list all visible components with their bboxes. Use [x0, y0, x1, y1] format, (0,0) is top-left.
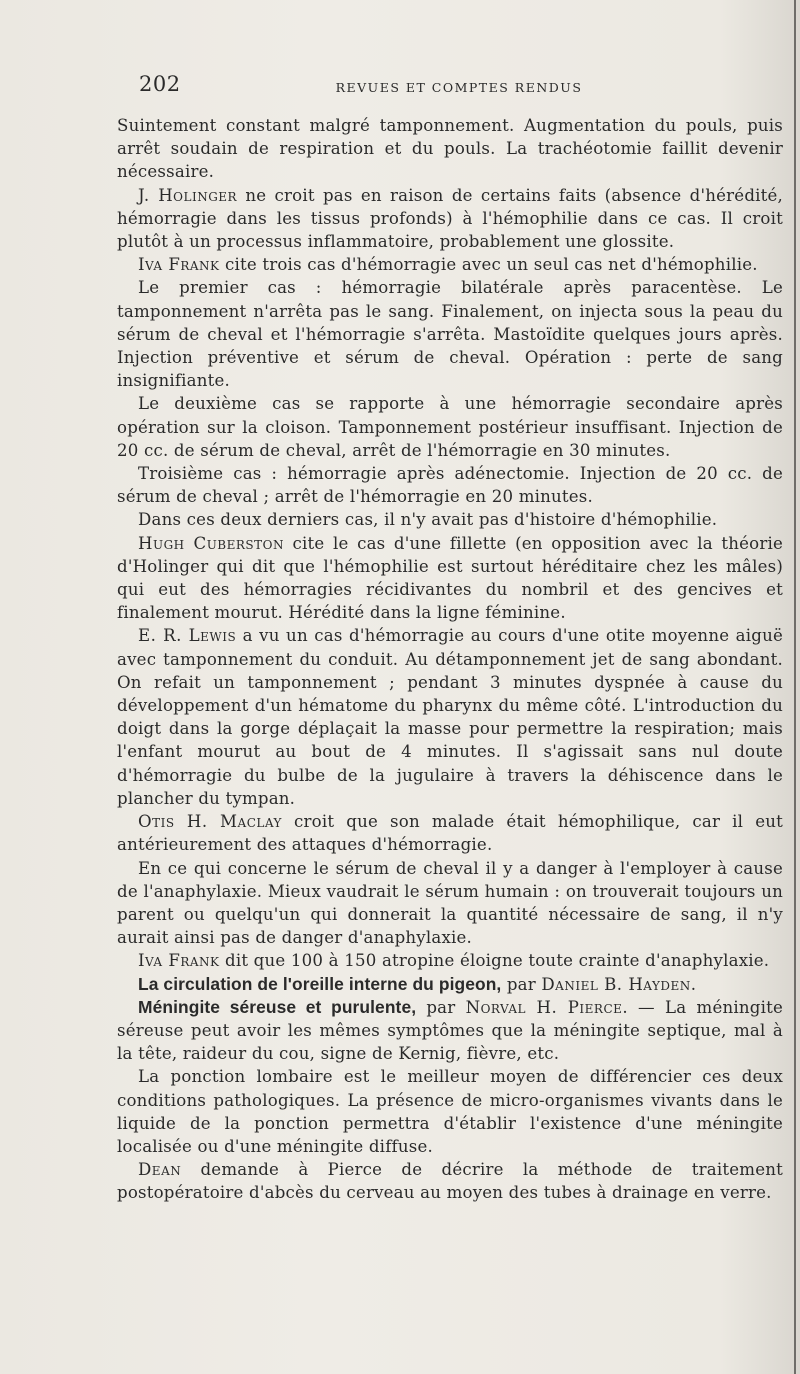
author-name: Iva Frank [138, 255, 220, 275]
paragraph-5: Le deuxième cas se rapporte à une hémorragie secondaire après opération sur la cloison. Tamponnement postérieur insuffisant. Injection de 20 cc. de sérum de cheval, arrêt de l'hémorragie en 30 minutes. [117, 394, 783, 460]
page-header [139, 72, 779, 102]
author-name: Norval H. Pierce [465, 997, 623, 1017]
article-heading: Méningite séreuse et purulente, [138, 996, 417, 1017]
paragraph-2: J. Holinger ne croit pas en raison de certains faits (absence d'hérédité, hémorragie dans les tissus profonds) à l'hémophilie dans ce cas. Il croit plutôt à un processus inflammatoire, probablement une glossite. [117, 185, 784, 252]
paragraph-7: Dans ces deux derniers cas, il n'y avait pas d'histoire d'hémophilie. [138, 510, 718, 530]
paragraph-16: Dean demande à Pierce de décrire la méthode de traitement postopératoire d'abcès du cerveau au moyen des tubes à drainage en verre. [117, 1160, 783, 1203]
section-heading-meningite: Méningite séreuse et purulente, par Norval H. Pierce. — La méningite séreuse peut avoir les mêmes symptômes que la méningite septique, mal à la tête, raideur du cou, signe de Kernig, fièvre, etc. [117, 996, 783, 1064]
paragraph-1: Suintement constant malgré tamponnement. Augmentation du pouls, puis arrêt soudain de respiration et du pouls. La trachéotomie faillit devenir nécessaire. [117, 116, 783, 182]
paragraph-3: Iva Frank cite trois cas d'hémorragie avec un seul cas net d'hémophilie. [138, 255, 758, 275]
section-heading-circulation: La circulation de l'oreille interne du pigeon, par Daniel B. Hayden. [138, 973, 697, 994]
paragraph-12: Iva Frank dit que 100 à 150 atropine éloigne toute crainte d'anaphylaxie. [138, 951, 770, 971]
paragraph-9: E. R. Lewis a vu un cas d'hémorragie au cours d'une otite moyenne aiguë avec tamponnement du conduit. Au détamponnement jet de sang abondant. On refait un tamponnement ; pendant 3 minutes dyspnée à cause du développement d'un hématome du pharynx du même côté. L'introduction du doigt dans la gorge déplaçait la masse pour permettre la respiration; mais l'enfant mourut au bout de 4 minutes. Il s'agissait sans nul doute d'hémorragie du bulbe de la jugulaire à travers la déhiscence dans le plancher du tympan. [117, 626, 783, 808]
running-title: REVUES ET COMPTES RENDUS [335, 80, 583, 95]
author-name: Daniel B. Hayden [541, 974, 691, 994]
author-name: J. Holinger [138, 185, 238, 205]
paragraph-10: Otis H. Maclay croit que son malade était hémophilique, car il eut antérieurement des attaques d'hémorragie. [117, 812, 783, 855]
page-edge-shadow [794, 0, 796, 1374]
paragraph-15: La ponction lombaire est le meilleur moyen de différencier ces deux conditions pathologiques. La présence de micro-organismes vivants dans le liquide de la ponction permettra d'établir l'existence d'une méningite localisée ou d'une méningite diffuse. [117, 1067, 783, 1156]
author-name: Dean [138, 1160, 182, 1180]
paragraph-8: Hugh Cuberston cite le cas d'une fillette (en opposition avec la théorie d'Holinger qui dit que l'hémophilie est surtout héréditaire chez les mâles) qui eut des hémorragies récidivantes du nombril et des gencives et finalement mourut. Hérédité dans la ligne féminine. [117, 533, 783, 623]
page-number: 202 [139, 72, 181, 96]
paragraph-6: Troisième cas : hémorragie après adénectomie. Injection de 20 cc. de sérum de cheval ; arrêt de l'hémorragie en 20 minutes. [117, 464, 783, 507]
article-body [117, 114, 783, 1205]
paragraph-11: En ce qui concerne le sérum de cheval il y a danger à l'employer à cause de l'anaphylaxie. Mieux vaudrait le sérum humain : on trouverait toujours un parent ou quelqu'un qui donnerait la quantité nécessaire de sang, il n'y aurait ainsi pas de danger d'anaphylaxie. [117, 858, 783, 948]
author-name: Otis H. Maclay [138, 812, 282, 832]
article-heading: La circulation de l'oreille interne du pigeon, [138, 973, 502, 994]
author-name: E. R. Lewis [138, 626, 237, 646]
paragraph-4: Le premier cas : hémorragie bilatérale après paracentèse. Le tamponnement n'arrêta pas le sang. Finalement, on injecta sous la peau du sérum de cheval et l'hémorragie s'arrêta. Mastoïdite quelques jours après. Injection préventive et sérum de cheval. Opération : perte de sang insignifiante. [117, 278, 783, 391]
author-name: Hugh Cuberston [138, 533, 284, 553]
author-name: Iva Frank [138, 951, 220, 971]
